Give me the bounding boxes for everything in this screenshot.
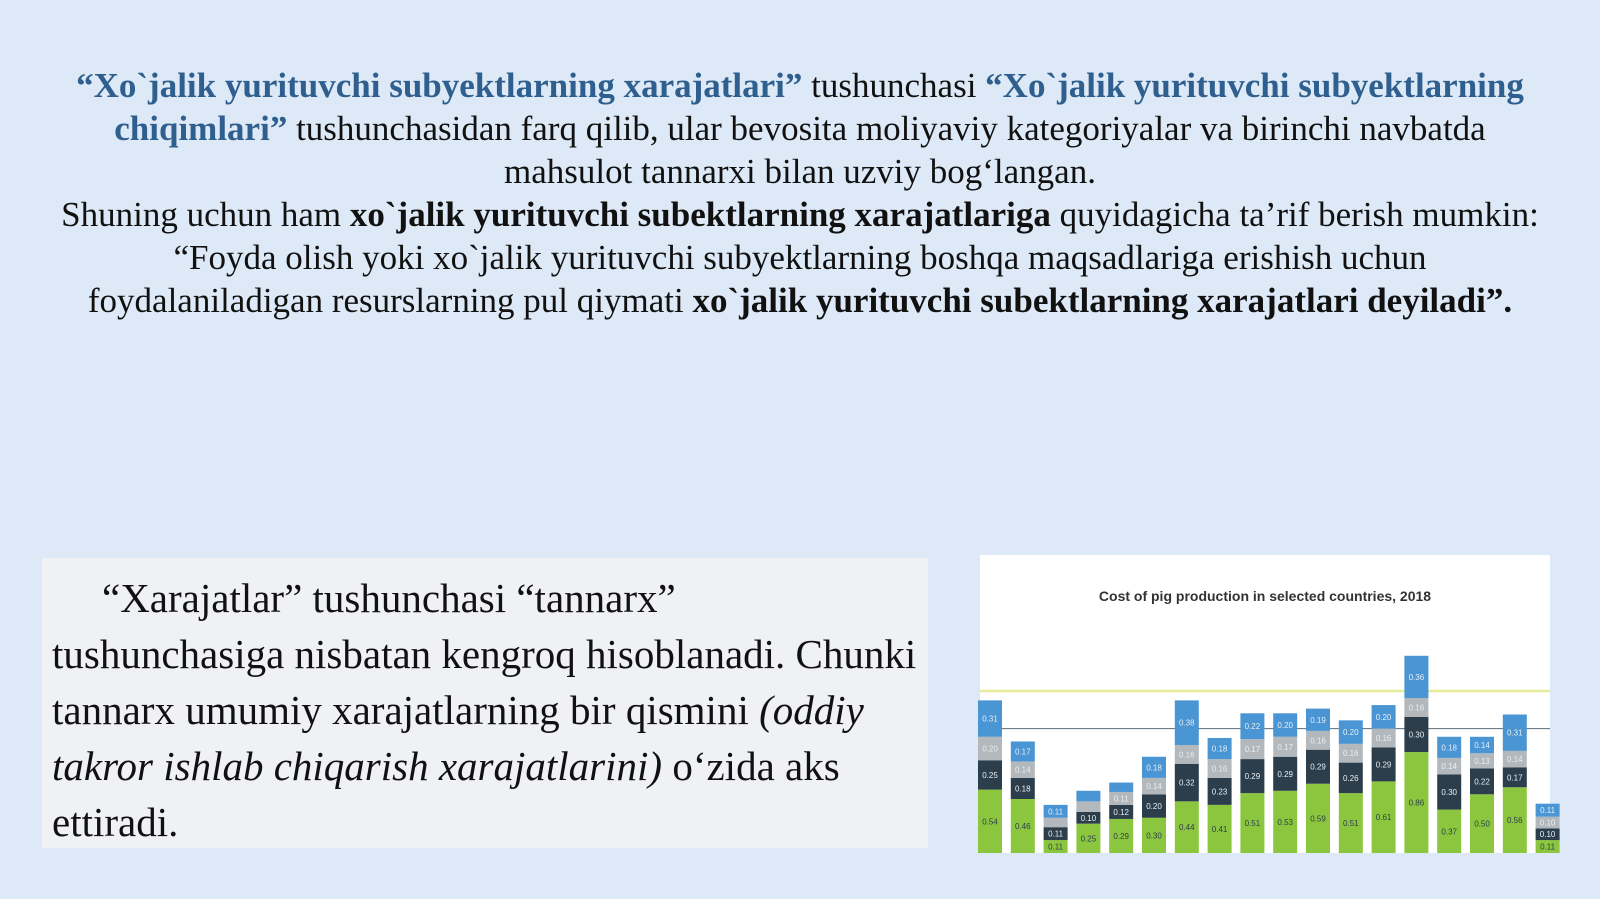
bar-data-label: 0.20	[1277, 721, 1293, 731]
bar-data-label: 0.14	[1441, 762, 1457, 772]
bar-segment	[1076, 791, 1100, 802]
bar-data-label: 0.11	[1540, 806, 1556, 816]
bar-data-label: 0.18	[1441, 743, 1457, 753]
intro-text-4: quyidagicha ta’rif berish mumkin:	[1050, 195, 1539, 234]
term-subject-expenses: “Xo`jalik yurituvchi subyektlarning xarajatlari”	[76, 66, 803, 105]
bar-data-label: 0.20	[1375, 712, 1392, 722]
bar-data-label: 0.14	[1474, 741, 1490, 750]
note-text-2: o‘zida aks ettiradi.	[52, 743, 840, 845]
bar-data-label: 0.29	[1310, 762, 1326, 772]
note-italic: (oddiy takror ishlab chiqarish xarajatlarini)	[52, 687, 864, 789]
definition-bold: xo`jalik yurituvchi subektlarning xarajatlari deyiladi”.	[692, 281, 1513, 320]
definition-text: “Foyda olish yoki xo`jalik yurituvchi subyektlarning boshqa maqsadlariga erishish uchun foydalaniladigan resurslarning pul qiymati	[87, 238, 1427, 320]
bar-data-label: 0.16	[1179, 750, 1195, 760]
intro-text-2: tushunchasidan farq qilib, ular bevosita moliyaviy kategoriyalar va birinchi navbatda mahsulot tannarxi bilan uzviy bog‘langan.	[287, 109, 1486, 191]
bar-data-label: 0.32	[1179, 778, 1195, 788]
bar-data-label: 0.11	[1048, 829, 1064, 839]
bar-data-label: 0.61	[1375, 813, 1392, 823]
bar-data-label: 0.50	[1474, 819, 1490, 829]
bar-data-label: 0.12	[1113, 807, 1129, 817]
intro-paragraph	[60, 64, 1540, 322]
chart-title: Cost of pig production in selected countries, 2018	[1098, 588, 1432, 604]
bar-segment	[1076, 801, 1100, 812]
bar-data-label: 0.18	[1015, 784, 1031, 794]
note-text-1: “Xarajatlar” tushunchasi “tannarx” tushunchasiga nisbatan kengroq hisoblanadi. Chunki tannarx umumiy xarajatlarning bir qismini	[52, 575, 917, 733]
pig-cost-chart	[980, 555, 1556, 853]
bar-data-label: 0.36	[1408, 672, 1425, 682]
bar-data-label: 0.19	[1310, 715, 1326, 725]
bar-data-label: 0.53	[1277, 817, 1293, 827]
bar-data-label: 0.10	[1080, 813, 1097, 823]
bar-data-label: 0.30	[1146, 831, 1162, 841]
bar-data-label: 0.44	[1179, 823, 1195, 833]
bar-data-label: 0.18	[1211, 744, 1228, 754]
bar-data-label: 0.31	[982, 714, 998, 724]
bar-data-label: 0.30	[1441, 787, 1457, 797]
bar-data-label: 0.20	[1343, 728, 1359, 738]
bar-data-label: 0.26	[1343, 773, 1359, 783]
bar-data-label: 0.56	[1507, 816, 1523, 826]
term-definition-bold: xo`jalik yurituvchi subektlarning xarajatlariga	[349, 195, 1051, 234]
bar-data-label: 0.14	[1146, 782, 1162, 792]
bar-data-label: 0.51	[1343, 819, 1359, 829]
bar-data-label: 0.54	[982, 817, 998, 827]
bar-data-label: 0.14	[1507, 755, 1523, 765]
bar-data-label: 0.23	[1211, 787, 1228, 797]
bar-data-label: 0.17	[1277, 742, 1293, 752]
bar-data-label: 0.10	[1539, 830, 1556, 840]
bar-data-label: 0.16	[1310, 736, 1326, 746]
bar-data-label: 0.46	[1015, 822, 1031, 831]
bar-data-label: 0.51	[1244, 819, 1261, 829]
bar-data-label: 0.17	[1507, 773, 1523, 783]
bar-data-label: 0.20	[1146, 802, 1162, 812]
bar-data-label: 0.10	[1539, 818, 1556, 828]
bar-data-label: 0.29	[1244, 772, 1261, 782]
bar-data-label: 0.38	[1179, 718, 1195, 728]
bar-data-label: 0.29	[1113, 831, 1129, 841]
intro-text-3: Shuning uchun ham	[61, 195, 350, 234]
bar-data-label: 0.86	[1408, 798, 1425, 808]
note-box	[42, 558, 928, 848]
note-paragraph	[52, 570, 918, 850]
bar-data-label: 0.17	[1244, 745, 1261, 755]
bar-data-label: 0.25	[1080, 834, 1097, 844]
bar-data-label: 0.18	[1146, 763, 1162, 773]
bar-data-label: 0.16	[1211, 764, 1228, 774]
bar-data-label: 0.16	[1343, 749, 1359, 759]
bar-data-label: 0.17	[1015, 747, 1031, 757]
bar-data-label: 0.37	[1441, 827, 1457, 837]
bar-data-label: 0.31	[1507, 728, 1523, 738]
bar-segment	[1109, 783, 1133, 792]
bar-data-label: 0.22	[1474, 777, 1490, 787]
term-subject-outflows: “Xo`jalik yurituvchi subyektlarning chiqimlari”	[114, 66, 1524, 148]
bar-data-label: 0.11	[1048, 842, 1064, 852]
intro-text-1: tushunchasi	[802, 66, 986, 105]
bar-data-label: 0.20	[982, 744, 998, 754]
bar-data-label: 0.16	[1408, 703, 1425, 713]
bar-data-label: 0.29	[1277, 769, 1293, 779]
bar-data-label: 0.11	[1113, 794, 1129, 804]
bar-segment	[1044, 818, 1068, 827]
bar-data-label: 0.30	[1408, 730, 1425, 740]
bar-data-label: 0.11	[1048, 807, 1064, 817]
bar-data-label: 0.41	[1211, 824, 1228, 834]
bar-data-label: 0.25	[982, 770, 998, 780]
bar-data-label: 0.16	[1375, 733, 1392, 743]
bar-data-label: 0.14	[1015, 765, 1031, 775]
bar-data-label: 0.22	[1244, 722, 1261, 732]
bar-data-label: 0.29	[1375, 760, 1392, 770]
bar-data-label: 0.59	[1310, 814, 1326, 824]
bar-data-label: 0.11	[1540, 842, 1556, 852]
bar-data-label: 0.13	[1474, 756, 1490, 766]
